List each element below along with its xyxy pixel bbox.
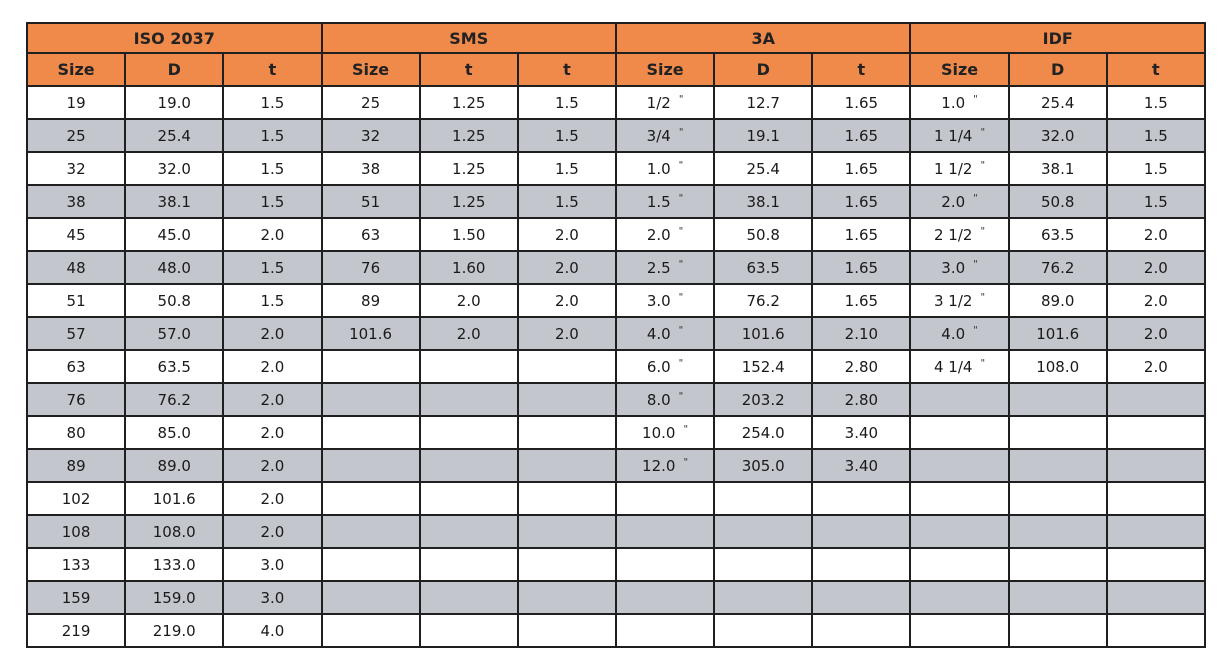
cell-sms-t2 bbox=[518, 614, 616, 647]
cell-idf-d bbox=[1009, 548, 1107, 581]
cell-sms-t bbox=[420, 614, 518, 647]
size-value: 2 1/2 bbox=[934, 225, 973, 244]
size-value: 10.0 bbox=[642, 423, 676, 442]
size-value: 3/4 bbox=[646, 126, 671, 145]
cell-idf-size bbox=[910, 449, 1008, 482]
column-header-3a-t: t bbox=[812, 53, 910, 86]
cell-iso-size: 45 bbox=[27, 218, 125, 251]
table-row bbox=[27, 185, 1205, 218]
cell-iso-size: 63 bbox=[27, 350, 125, 383]
inch-mark: " bbox=[678, 126, 684, 138]
cell-3a-size bbox=[616, 614, 714, 647]
cell-3a-size bbox=[616, 251, 714, 284]
cell-sms-t2 bbox=[518, 548, 616, 581]
column-header-3a-size: Size bbox=[616, 53, 714, 86]
cell-sms-t2 bbox=[518, 383, 616, 416]
cell-3a-d: 63.5 bbox=[714, 251, 812, 284]
cell-sms-t bbox=[420, 581, 518, 614]
cell-iso-size: 133 bbox=[27, 548, 125, 581]
cell-3a-size bbox=[616, 284, 714, 317]
cell-sms-t: 2.0 bbox=[420, 317, 518, 350]
cell-sms-t bbox=[420, 449, 518, 482]
size-value: 1.5 bbox=[646, 192, 671, 211]
cell-idf-size bbox=[910, 416, 1008, 449]
cell-3a-d bbox=[714, 515, 812, 548]
size-value: 1 1/2 bbox=[934, 159, 973, 178]
cell-3a-d: 203.2 bbox=[714, 383, 812, 416]
cell-sms-t: 1.25 bbox=[420, 185, 518, 218]
cell-3a-t: 2.80 bbox=[812, 383, 910, 416]
cell-sms-size bbox=[322, 581, 420, 614]
cell-idf-t: 2.0 bbox=[1107, 350, 1205, 383]
column-header-iso-size: Size bbox=[27, 53, 125, 86]
cell-3a-size bbox=[616, 515, 714, 548]
table-row bbox=[27, 449, 1205, 482]
cell-idf-t: 1.5 bbox=[1107, 152, 1205, 185]
cell-sms-t: 1.60 bbox=[420, 251, 518, 284]
cell-iso-size: 102 bbox=[27, 482, 125, 515]
cell-iso-d: 133.0 bbox=[125, 548, 223, 581]
table-row bbox=[27, 317, 1205, 350]
inch-mark: " bbox=[980, 225, 986, 237]
cell-iso-t: 3.0 bbox=[223, 581, 321, 614]
size-value: 2.5 bbox=[646, 258, 671, 277]
cell-3a-t: 1.65 bbox=[812, 284, 910, 317]
column-header-idf-size: Size bbox=[910, 53, 1008, 86]
group-header-idf: IDF bbox=[910, 23, 1204, 53]
cell-iso-size: 48 bbox=[27, 251, 125, 284]
cell-iso-size: 219 bbox=[27, 614, 125, 647]
inch-mark: " bbox=[678, 390, 684, 402]
column-header-sms-t: t bbox=[420, 53, 518, 86]
cell-iso-d: 219.0 bbox=[125, 614, 223, 647]
cell-idf-t: 1.5 bbox=[1107, 185, 1205, 218]
inch-mark: " bbox=[973, 192, 978, 204]
cell-idf-d: 76.2 bbox=[1009, 251, 1107, 284]
inch-mark: " bbox=[678, 258, 684, 270]
cell-idf-t bbox=[1107, 482, 1205, 515]
cell-sms-t: 2.0 bbox=[420, 284, 518, 317]
cell-iso-t: 1.5 bbox=[223, 86, 321, 119]
cell-idf-d: 89.0 bbox=[1009, 284, 1107, 317]
inch-mark: " bbox=[683, 456, 689, 468]
cell-3a-d bbox=[714, 614, 812, 647]
table-row bbox=[27, 350, 1205, 383]
cell-iso-t: 2.0 bbox=[223, 218, 321, 251]
cell-3a-t: 1.65 bbox=[812, 251, 910, 284]
cell-sms-size bbox=[322, 548, 420, 581]
cell-idf-t bbox=[1107, 548, 1205, 581]
cell-3a-d: 12.7 bbox=[714, 86, 812, 119]
cell-iso-t: 1.5 bbox=[223, 251, 321, 284]
cell-iso-d: 19.0 bbox=[125, 86, 223, 119]
cell-idf-t bbox=[1107, 383, 1205, 416]
cell-iso-size: 25 bbox=[27, 119, 125, 152]
cell-sms-t: 1.25 bbox=[420, 119, 518, 152]
cell-3a-t: 2.80 bbox=[812, 350, 910, 383]
cell-3a-d: 19.1 bbox=[714, 119, 812, 152]
cell-sms-t2 bbox=[518, 482, 616, 515]
inch-mark: " bbox=[973, 258, 978, 270]
cell-3a-size bbox=[616, 218, 714, 251]
cell-sms-size bbox=[322, 515, 420, 548]
cell-sms-t2: 2.0 bbox=[518, 317, 616, 350]
cell-idf-size bbox=[910, 218, 1008, 251]
cell-sms-t bbox=[420, 482, 518, 515]
table-row bbox=[27, 251, 1205, 284]
cell-idf-t: 1.5 bbox=[1107, 86, 1205, 119]
cell-3a-d: 101.6 bbox=[714, 317, 812, 350]
cell-3a-size bbox=[616, 185, 714, 218]
size-value: 3.0 bbox=[646, 291, 671, 310]
cell-idf-size bbox=[910, 251, 1008, 284]
cell-iso-size: 57 bbox=[27, 317, 125, 350]
inch-mark: " bbox=[973, 324, 978, 336]
table-row bbox=[27, 152, 1205, 185]
cell-3a-t: 1.65 bbox=[812, 86, 910, 119]
cell-3a-size bbox=[616, 449, 714, 482]
cell-iso-t: 2.0 bbox=[223, 383, 321, 416]
cell-idf-size bbox=[910, 284, 1008, 317]
cell-sms-t bbox=[420, 548, 518, 581]
table-row bbox=[27, 119, 1205, 152]
cell-idf-d: 63.5 bbox=[1009, 218, 1107, 251]
cell-3a-size bbox=[616, 548, 714, 581]
cell-3a-size bbox=[616, 581, 714, 614]
cell-iso-t: 2.0 bbox=[223, 317, 321, 350]
cell-idf-d bbox=[1009, 449, 1107, 482]
cell-sms-t2: 1.5 bbox=[518, 185, 616, 218]
cell-sms-t2: 2.0 bbox=[518, 284, 616, 317]
cell-sms-t2 bbox=[518, 515, 616, 548]
cell-sms-t2 bbox=[518, 416, 616, 449]
cell-iso-d: 25.4 bbox=[125, 119, 223, 152]
cell-sms-size: 25 bbox=[322, 86, 420, 119]
column-header-sms-t: t bbox=[518, 53, 616, 86]
inch-mark: " bbox=[683, 423, 689, 435]
cell-iso-t: 2.0 bbox=[223, 482, 321, 515]
cell-3a-size bbox=[616, 86, 714, 119]
cell-sms-size bbox=[322, 350, 420, 383]
cell-3a-size bbox=[616, 317, 714, 350]
cell-3a-d bbox=[714, 482, 812, 515]
size-value: 2.0 bbox=[941, 192, 966, 211]
size-value: 6.0 bbox=[646, 357, 671, 376]
cell-idf-d bbox=[1009, 482, 1107, 515]
cell-iso-d: 50.8 bbox=[125, 284, 223, 317]
cell-idf-t bbox=[1107, 515, 1205, 548]
table-row bbox=[27, 284, 1205, 317]
size-value: 1.0 bbox=[646, 159, 671, 178]
cell-3a-size bbox=[616, 482, 714, 515]
cell-iso-t: 2.0 bbox=[223, 416, 321, 449]
cell-sms-t: 1.50 bbox=[420, 218, 518, 251]
table-row bbox=[27, 218, 1205, 251]
cell-sms-size bbox=[322, 449, 420, 482]
cell-idf-size bbox=[910, 515, 1008, 548]
cell-3a-d: 38.1 bbox=[714, 185, 812, 218]
inch-mark: " bbox=[980, 357, 986, 369]
cell-sms-t bbox=[420, 416, 518, 449]
table-row bbox=[27, 614, 1205, 647]
inch-mark: " bbox=[980, 291, 986, 303]
cell-iso-d: 45.0 bbox=[125, 218, 223, 251]
cell-idf-size bbox=[910, 152, 1008, 185]
cell-iso-d: 101.6 bbox=[125, 482, 223, 515]
inch-mark: " bbox=[678, 324, 684, 336]
cell-iso-size: 108 bbox=[27, 515, 125, 548]
cell-iso-size: 159 bbox=[27, 581, 125, 614]
cell-sms-t2: 1.5 bbox=[518, 86, 616, 119]
cell-sms-t2 bbox=[518, 581, 616, 614]
table-body bbox=[27, 86, 1205, 647]
cell-iso-t: 2.0 bbox=[223, 350, 321, 383]
cell-idf-d: 38.1 bbox=[1009, 152, 1107, 185]
cell-sms-size: 38 bbox=[322, 152, 420, 185]
cell-3a-t: 3.40 bbox=[812, 449, 910, 482]
cell-idf-d bbox=[1009, 614, 1107, 647]
cell-idf-d bbox=[1009, 515, 1107, 548]
cell-3a-t: 1.65 bbox=[812, 218, 910, 251]
cell-iso-size: 51 bbox=[27, 284, 125, 317]
cell-3a-t bbox=[812, 614, 910, 647]
column-header-row bbox=[27, 53, 1205, 86]
cell-iso-d: 108.0 bbox=[125, 515, 223, 548]
cell-3a-t: 1.65 bbox=[812, 152, 910, 185]
size-value: 2.0 bbox=[646, 225, 671, 244]
size-value: 4.0 bbox=[646, 324, 671, 343]
cell-iso-d: 85.0 bbox=[125, 416, 223, 449]
cell-idf-t: 2.0 bbox=[1107, 284, 1205, 317]
inch-mark: " bbox=[973, 93, 978, 105]
cell-idf-t: 2.0 bbox=[1107, 317, 1205, 350]
inch-mark: " bbox=[678, 225, 684, 237]
cell-sms-t2 bbox=[518, 449, 616, 482]
cell-3a-d: 25.4 bbox=[714, 152, 812, 185]
table-row bbox=[27, 515, 1205, 548]
cell-sms-size bbox=[322, 416, 420, 449]
cell-idf-t: 2.0 bbox=[1107, 218, 1205, 251]
cell-iso-size: 80 bbox=[27, 416, 125, 449]
cell-3a-size bbox=[616, 350, 714, 383]
cell-sms-size: 32 bbox=[322, 119, 420, 152]
cell-iso-size: 38 bbox=[27, 185, 125, 218]
cell-iso-d: 76.2 bbox=[125, 383, 223, 416]
cell-iso-d: 57.0 bbox=[125, 317, 223, 350]
cell-3a-d bbox=[714, 581, 812, 614]
cell-iso-size: 32 bbox=[27, 152, 125, 185]
cell-idf-t bbox=[1107, 614, 1205, 647]
size-value: 1 1/4 bbox=[934, 126, 973, 145]
cell-sms-size: 63 bbox=[322, 218, 420, 251]
cell-idf-d bbox=[1009, 416, 1107, 449]
size-value: 1/2 bbox=[646, 93, 671, 112]
cell-sms-size: 89 bbox=[322, 284, 420, 317]
cell-iso-t: 2.0 bbox=[223, 515, 321, 548]
cell-idf-t bbox=[1107, 416, 1205, 449]
cell-sms-t bbox=[420, 383, 518, 416]
cell-iso-d: 89.0 bbox=[125, 449, 223, 482]
group-header-sms: SMS bbox=[322, 23, 616, 53]
cell-sms-t2: 1.5 bbox=[518, 152, 616, 185]
cell-idf-size bbox=[910, 548, 1008, 581]
cell-3a-d: 76.2 bbox=[714, 284, 812, 317]
cell-3a-d: 254.0 bbox=[714, 416, 812, 449]
cell-3a-t bbox=[812, 581, 910, 614]
cell-3a-d: 50.8 bbox=[714, 218, 812, 251]
cell-idf-size bbox=[910, 119, 1008, 152]
cell-sms-t bbox=[420, 515, 518, 548]
cell-idf-d: 50.8 bbox=[1009, 185, 1107, 218]
table-row bbox=[27, 581, 1205, 614]
cell-iso-t: 4.0 bbox=[223, 614, 321, 647]
cell-idf-size bbox=[910, 185, 1008, 218]
cell-iso-d: 63.5 bbox=[125, 350, 223, 383]
cell-sms-t: 1.25 bbox=[420, 152, 518, 185]
size-value: 12.0 bbox=[642, 456, 676, 475]
cell-idf-d: 101.6 bbox=[1009, 317, 1107, 350]
column-header-3a-d: D bbox=[714, 53, 812, 86]
cell-3a-t bbox=[812, 482, 910, 515]
cell-sms-t: 1.25 bbox=[420, 86, 518, 119]
group-header-3a: 3A bbox=[616, 23, 910, 53]
column-header-sms-size: Size bbox=[322, 53, 420, 86]
cell-3a-size bbox=[616, 152, 714, 185]
table-row bbox=[27, 383, 1205, 416]
cell-3a-t: 1.65 bbox=[812, 119, 910, 152]
cell-idf-d: 108.0 bbox=[1009, 350, 1107, 383]
cell-sms-size bbox=[322, 614, 420, 647]
cell-3a-t: 2.10 bbox=[812, 317, 910, 350]
cell-sms-t2: 2.0 bbox=[518, 218, 616, 251]
cell-3a-d: 152.4 bbox=[714, 350, 812, 383]
cell-iso-d: 159.0 bbox=[125, 581, 223, 614]
inch-mark: " bbox=[678, 291, 684, 303]
cell-sms-t2 bbox=[518, 350, 616, 383]
cell-3a-d: 305.0 bbox=[714, 449, 812, 482]
cell-iso-size: 89 bbox=[27, 449, 125, 482]
cell-sms-size bbox=[322, 383, 420, 416]
cell-iso-t: 2.0 bbox=[223, 449, 321, 482]
cell-sms-t2: 1.5 bbox=[518, 119, 616, 152]
cell-idf-d bbox=[1009, 581, 1107, 614]
cell-3a-t bbox=[812, 515, 910, 548]
group-header-iso-2037: ISO 2037 bbox=[27, 23, 322, 53]
inch-mark: " bbox=[678, 192, 684, 204]
pipe-dimension-table bbox=[26, 22, 1206, 648]
inch-mark: " bbox=[980, 126, 986, 138]
size-value: 3 1/2 bbox=[934, 291, 973, 310]
cell-iso-d: 32.0 bbox=[125, 152, 223, 185]
cell-iso-d: 38.1 bbox=[125, 185, 223, 218]
inch-mark: " bbox=[678, 357, 684, 369]
table-row bbox=[27, 86, 1205, 119]
cell-iso-t: 3.0 bbox=[223, 548, 321, 581]
cell-idf-size bbox=[910, 614, 1008, 647]
cell-idf-size bbox=[910, 383, 1008, 416]
size-value: 1.0 bbox=[941, 93, 966, 112]
cell-3a-t bbox=[812, 548, 910, 581]
cell-sms-size: 51 bbox=[322, 185, 420, 218]
cell-3a-t: 1.65 bbox=[812, 185, 910, 218]
cell-sms-size: 76 bbox=[322, 251, 420, 284]
size-value: 4 1/4 bbox=[934, 357, 973, 376]
size-value: 4.0 bbox=[941, 324, 966, 343]
inch-mark: " bbox=[678, 159, 684, 171]
column-header-idf-d: D bbox=[1009, 53, 1107, 86]
cell-idf-t bbox=[1107, 449, 1205, 482]
table-row bbox=[27, 548, 1205, 581]
cell-iso-size: 76 bbox=[27, 383, 125, 416]
cell-iso-t: 1.5 bbox=[223, 185, 321, 218]
table-row bbox=[27, 416, 1205, 449]
cell-sms-size bbox=[322, 482, 420, 515]
cell-idf-size bbox=[910, 482, 1008, 515]
cell-3a-size bbox=[616, 416, 714, 449]
table-row bbox=[27, 482, 1205, 515]
inch-mark: " bbox=[980, 159, 986, 171]
size-value: 3.0 bbox=[941, 258, 966, 277]
cell-idf-t: 1.5 bbox=[1107, 119, 1205, 152]
cell-idf-t: 2.0 bbox=[1107, 251, 1205, 284]
cell-sms-t bbox=[420, 350, 518, 383]
size-value: 8.0 bbox=[646, 390, 671, 409]
cell-iso-t: 1.5 bbox=[223, 152, 321, 185]
cell-3a-size bbox=[616, 119, 714, 152]
cell-idf-size bbox=[910, 86, 1008, 119]
cell-3a-d bbox=[714, 548, 812, 581]
cell-sms-t2: 2.0 bbox=[518, 251, 616, 284]
cell-idf-d: 25.4 bbox=[1009, 86, 1107, 119]
cell-idf-t bbox=[1107, 581, 1205, 614]
cell-sms-size: 101.6 bbox=[322, 317, 420, 350]
standards-header-row bbox=[27, 23, 1205, 53]
inch-mark: " bbox=[678, 93, 684, 105]
cell-iso-size: 19 bbox=[27, 86, 125, 119]
cell-iso-t: 1.5 bbox=[223, 119, 321, 152]
cell-idf-size bbox=[910, 581, 1008, 614]
cell-idf-d bbox=[1009, 383, 1107, 416]
cell-idf-size bbox=[910, 317, 1008, 350]
cell-3a-t: 3.40 bbox=[812, 416, 910, 449]
column-header-iso-d: D bbox=[125, 53, 223, 86]
cell-idf-d: 32.0 bbox=[1009, 119, 1107, 152]
cell-iso-t: 1.5 bbox=[223, 284, 321, 317]
cell-iso-d: 48.0 bbox=[125, 251, 223, 284]
column-header-idf-t: t bbox=[1107, 53, 1205, 86]
cell-idf-size bbox=[910, 350, 1008, 383]
cell-3a-size bbox=[616, 383, 714, 416]
column-header-iso-t: t bbox=[223, 53, 321, 86]
